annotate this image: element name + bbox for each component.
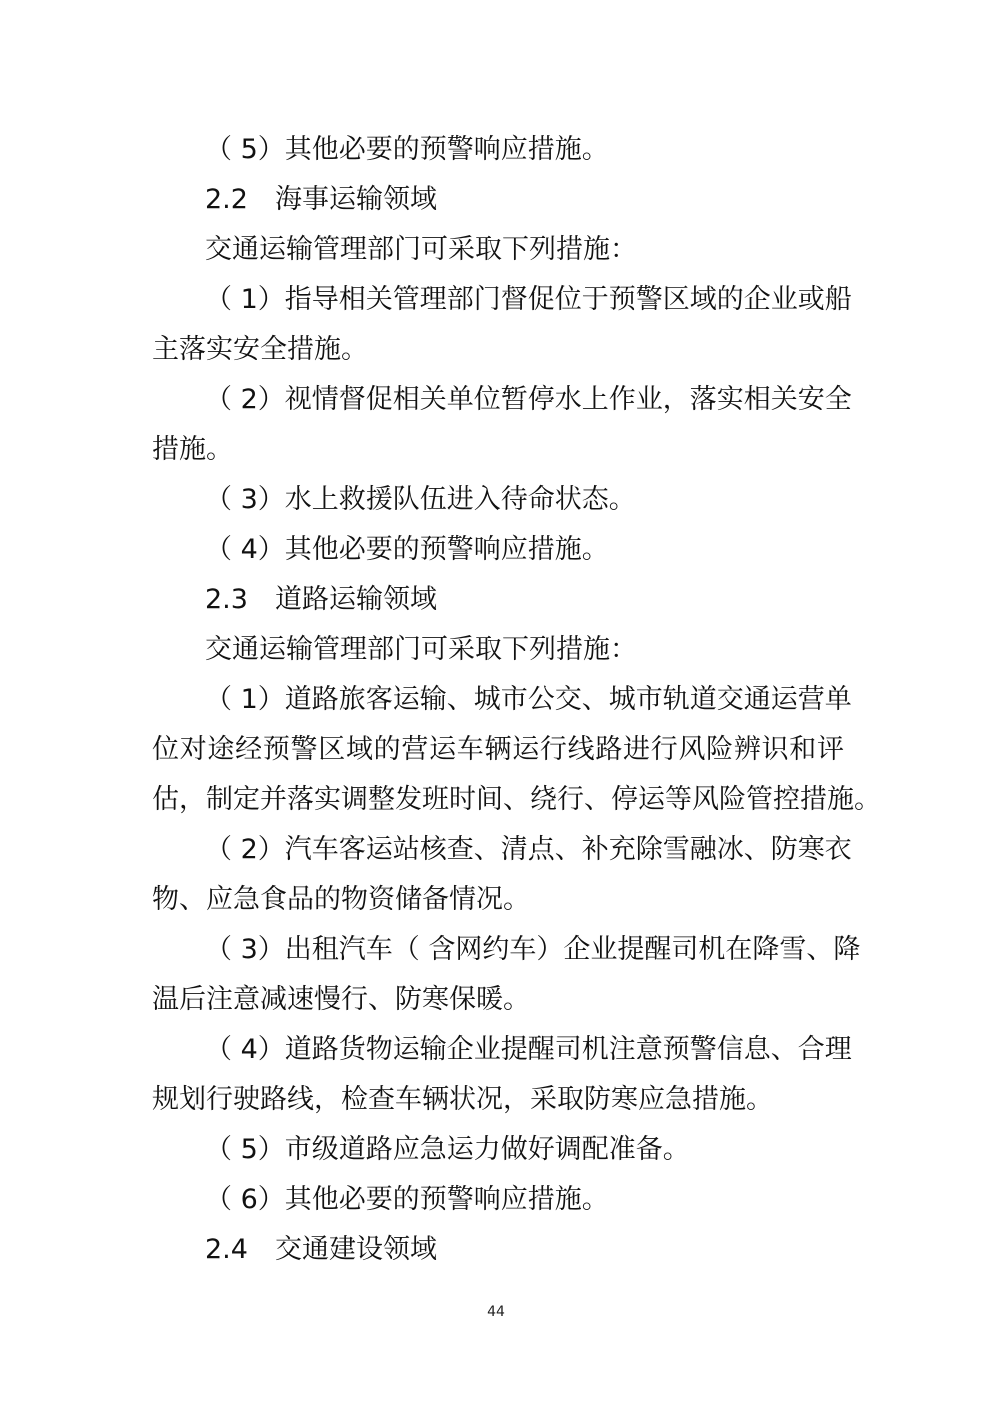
paragraph-line: （ 2）视情督促相关单位暂停水上作业，落实相关安全 — [205, 384, 852, 415]
paragraph-line: 位对途经预警区域的营运车辆运行线路进行风险辨识和评 — [152, 734, 844, 765]
paragraph-line: 物、应急食品的物资储备情况。 — [152, 884, 530, 915]
paragraph-line: （ 4）道路货物运输企业提醒司机注意预警信息、合理 — [205, 1034, 852, 1065]
section-heading: 2.3 道路运输领域 — [205, 584, 437, 615]
paragraph-line: （ 3）出租汽车（ 含网约车）企业提醒司机在降雪、降 — [205, 934, 861, 965]
paragraph-line: （ 4）其他必要的预警响应措施。 — [205, 534, 609, 565]
paragraph-line: 估，制定并落实调整发班时间、绕行、停运等风险管控措施。 — [152, 784, 881, 815]
paragraph-line: 交通运输管理部门可采取下列措施： — [205, 234, 637, 265]
paragraph-line: 温后注意减速慢行、防寒保暖。 — [152, 984, 530, 1015]
paragraph-line: （ 5）其他必要的预警响应措施。 — [205, 134, 609, 165]
section-heading: 2.2 海事运输领域 — [205, 184, 437, 215]
paragraph-line: （ 5）市级道路应急运力做好调配准备。 — [205, 1134, 690, 1165]
paragraph-line: 交通运输管理部门可采取下列措施： — [205, 634, 637, 665]
paragraph-line: （ 6）其他必要的预警响应措施。 — [205, 1184, 609, 1215]
paragraph-line: （ 1）指导相关管理部门督促位于预警区域的企业或船 — [205, 284, 852, 315]
paragraph-line: （ 3）水上救援队伍进入待命状态。 — [205, 484, 636, 515]
paragraph-line: 主落实安全措施。 — [152, 334, 368, 365]
page-number: 44 — [487, 1304, 505, 1320]
paragraph-line: （ 2）汽车客运站核查、清点、补充除雪融冰、防寒衣 — [205, 834, 852, 865]
section-heading: 2.4 交通建设领域 — [205, 1234, 437, 1265]
paragraph-line: 规划行驶路线，检查车辆状况，采取防寒应急措施。 — [152, 1084, 773, 1115]
paragraph-line: 措施。 — [152, 434, 233, 465]
paragraph-line: （ 1）道路旅客运输、城市公交、城市轨道交通运营单 — [205, 684, 852, 715]
